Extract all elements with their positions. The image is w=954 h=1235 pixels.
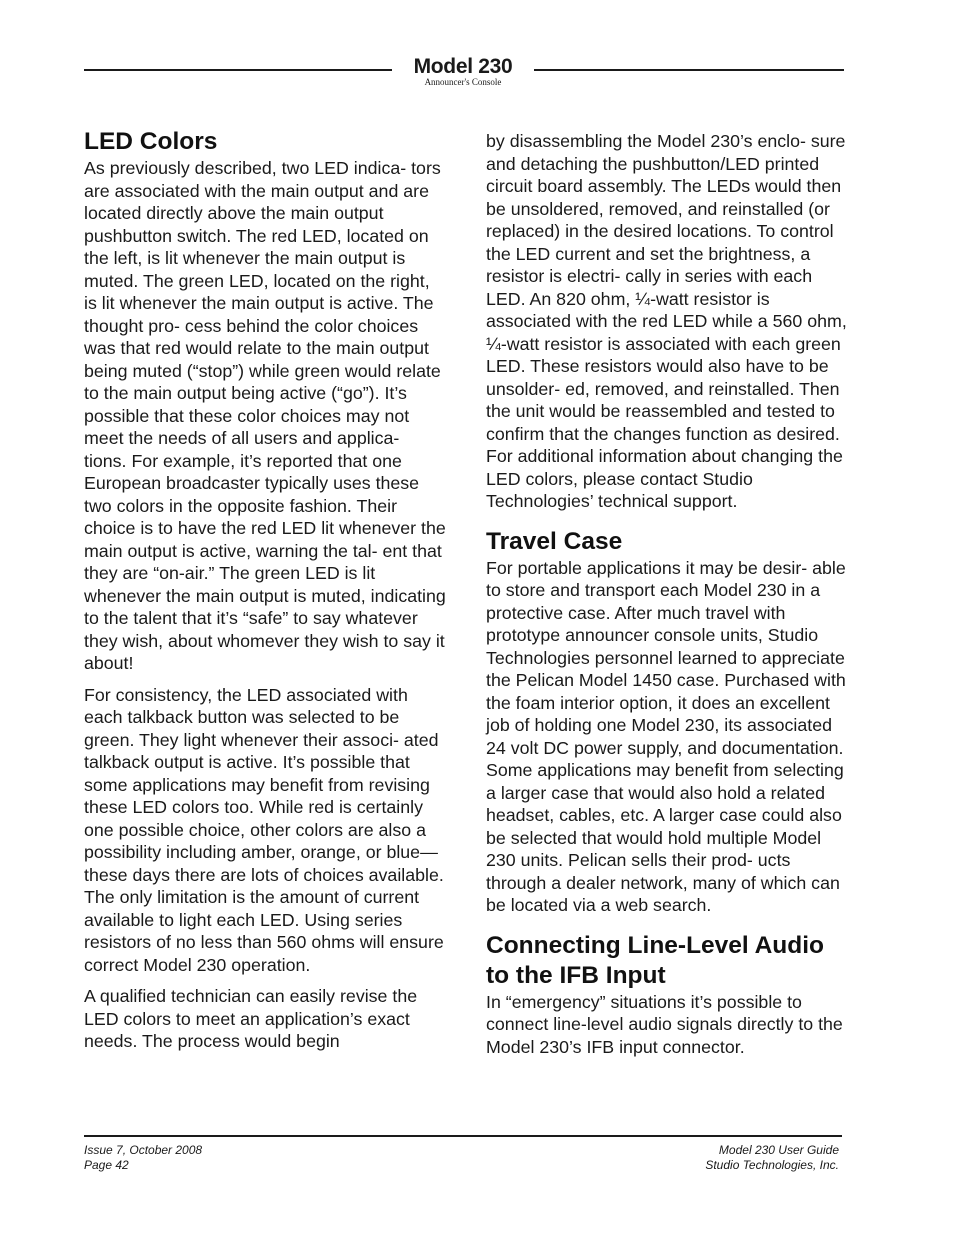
paragraph-led-intro: As previously described, two LED indica- tors are associated with the main output and are located directly above the main output pushbutton switch. The red LED, located on the left, is lit whenever the main output is muted. The green LED, located on the right, is lit whenever the main output is active. The thought pro- cess behind the color choices was that red would relate to the main output being muted (“stop”) while green would relate to the main output being active (“go”). It’s possible that these color choices may not meet the needs of all users and applica- tions. For example, it’s reported that one European broadcaster typically uses these two colors in the opposite fashion. Their choice is to have the red LED lit whenever the main output is active, warning the tal- ent that they are “on-air.” The green LED is lit whenever the main output is muted, indicating to the talent that it’s “safe” to say whatever they wish, about whomever they wish to say it about! (84, 158, 446, 673)
paragraph-line-level-audio: In “emergency” situations it’s possible to connect line-level audio signals directly to the Model 230’s IFB input connector. (486, 991, 843, 1057)
header-rule-left (84, 69, 392, 71)
logo-subtitle: Announcer's Console (424, 77, 502, 87)
paragraph-led-continuation: by disassembling the Model 230’s enclo- sure and detaching the pushbutton/LED printed circuit board assembly. The LEDs would then be unsoldered, removed, and reinstalled (or replaced) in the desired locations. To control the LED current and set the brightness, a resistor is electri- cally in series with each LED. An 820 ohm, ¼-watt resistor is associated with the red LED while a 560 ohm, ¼-watt resistor is associated with each green LED. These resistors would also have to be unsolder- ed, removed, and reinstalled. Then the unit would be reassembled and tested to confirm that the changes function as desired. For additional information about changing the LED colors, please contact Studio Technologies’ technical support. (486, 131, 847, 511)
header-rule-right (534, 69, 844, 71)
paragraph-travel-case: For portable applications it may be desir- able to store and transport each Model 230 in a protective case. After much travel with prototype announcer console units, Studio Technologies personnel learned to appreciate the Pelican Model 1450 case. Purchased with the foam interior option, it does an excellent job of holding one Model 230, its associated 24 volt DC power supply, and documentation. Some applications may benefit from selecting a larger case that would also hold a related headset, cables, etc. A larger case could also be selected that would hold multiple Model 230 units. Pelican sells their prod- ucts through a dealer network, many of which can be located via a web search. (486, 557, 846, 915)
paragraph-led-consistency: For consistency, the LED associated with each talkback button was selected to be green. They light whenever their associ- ated talkback output is active. It’s possible that some applications may benefit from revising these LED colors too. While red is certainly one possible choice, other colors are also a possibility including amber, orange, or blue—these days there are lots of choices available. The only limitation is the amount of current available to light each LED. Using series resistors of no less than 560 ohms will ensure correct Model 230 operation. (84, 684, 444, 975)
paragraph-led-technician: A qualified technician can easily revise the LED colors to meet an application’s exact needs. The process would begin (84, 986, 418, 1051)
logo-title: Model 230 (413, 55, 513, 78)
heading-line-level-audio: Connecting Line-Level Audio to the IFB Input (486, 931, 825, 989)
heading-led-colors: LED Colors (84, 128, 218, 155)
footer-company: Studio Technologies, Inc. (705, 1158, 839, 1172)
left-column (84, 127, 446, 1053)
footer-page-number: Page 42 (84, 1158, 129, 1172)
footer-right (705, 1143, 839, 1173)
footer-issue: Issue 7, October 2008 (84, 1143, 203, 1157)
footer-guide-title: Model 230 User Guide (718, 1143, 839, 1157)
footer-left (84, 1143, 202, 1173)
product-logo (398, 56, 528, 87)
heading-travel-case: Travel Case (486, 527, 623, 555)
right-column (486, 130, 848, 1058)
footer-rule (84, 1135, 842, 1137)
